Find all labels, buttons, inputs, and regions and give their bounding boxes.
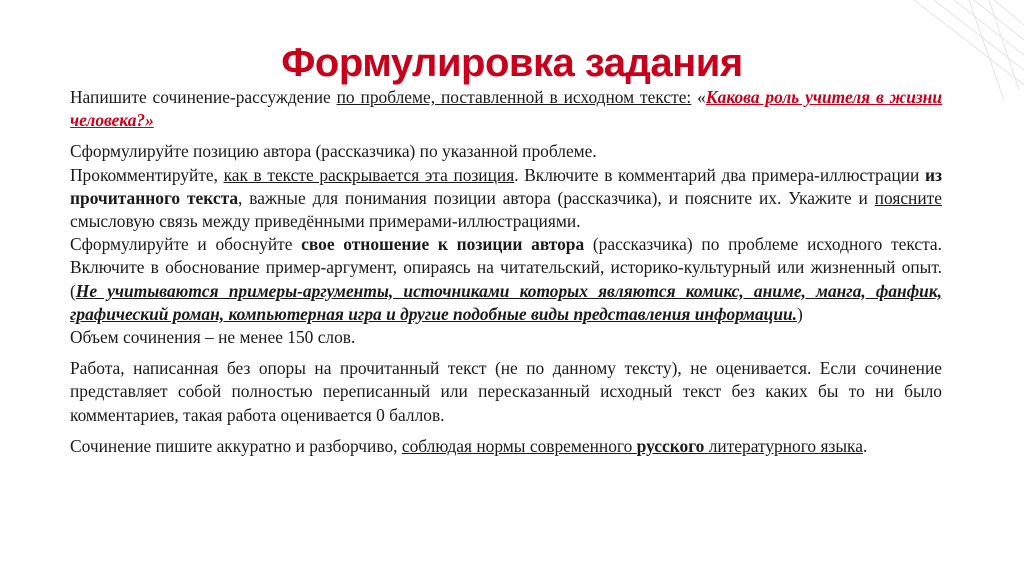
text-span: «	[691, 87, 706, 107]
underlined-span: по проблеме, поставленной в исходном тексте:	[336, 87, 692, 107]
paragraph-comment	[70, 164, 942, 234]
paragraph-grading-rule	[70, 357, 942, 427]
underlined-span: как в тексте раскрывается эта позиция	[223, 164, 515, 185]
problem-question: Какова роль учителя в жизни человека?»	[70, 87, 942, 131]
text-span: )	[797, 303, 803, 324]
underlined-span: поясните	[874, 187, 942, 208]
excluded-sources-note: Не учитываются примеры-аргументы, источниками которых являются комикс, аниме, манга, фанфик, графический роман, компьютерная игра и другие подобные виды представления информации.	[70, 280, 942, 324]
text-span: (рассказчика) по проблеме исходного текста. Включите в обоснование пример-аргумент, опираясь на читательский, историко-культурный или жизненный опыт. (	[70, 234, 942, 301]
text-span: , важные для понимания позиции автора (рассказчика), и поясните их. Укажите и	[238, 187, 875, 208]
underlined-span: литературного языка	[704, 435, 863, 456]
text-span: смысловую связь между приведёнными примерами-иллюстрациями.	[70, 211, 581, 232]
task-text	[70, 86, 942, 458]
paragraph-own-position	[70, 233, 942, 326]
text-span: .	[862, 435, 868, 456]
paragraph-essay-prompt	[70, 86, 942, 132]
text-span: Объем сочинения – не менее 150 слов.	[70, 327, 356, 348]
underlined-span: соблюдая нормы современного	[401, 435, 637, 456]
text-span: Работа, написанная без опоры на прочитанный текст (не по данному тексту), не оценивается. Если сочинение представляет собой полностью переписанный или пересказанный исходный текст без каких бы то ни было комментариев, такая работа оценивается 0 баллов.	[70, 358, 942, 425]
text-span: Сформулируйте и обоснуйте	[70, 234, 302, 255]
text-span: Прокомментируйте,	[70, 164, 224, 185]
paragraph-word-count	[70, 326, 942, 349]
bold-span: свое отношение к позиции автора	[301, 234, 585, 255]
paragraph-author-position	[70, 140, 942, 163]
text-span: Сформулируйте позицию автора (рассказчика) по указанной проблеме.	[70, 141, 597, 162]
bold-underlined-span: русского	[636, 435, 705, 456]
paragraph-writing-norms	[70, 435, 942, 458]
slide-title: Формулировка задания	[281, 40, 743, 85]
text-span: Сочинение пишите аккуратно и разборчиво,	[70, 435, 402, 456]
text-span: . Включите в комментарий два примера-иллюстрации	[514, 164, 925, 185]
bold-span: из прочитанного текста	[70, 164, 942, 208]
text-span: Напишите сочинение-рассуждение	[70, 87, 337, 107]
